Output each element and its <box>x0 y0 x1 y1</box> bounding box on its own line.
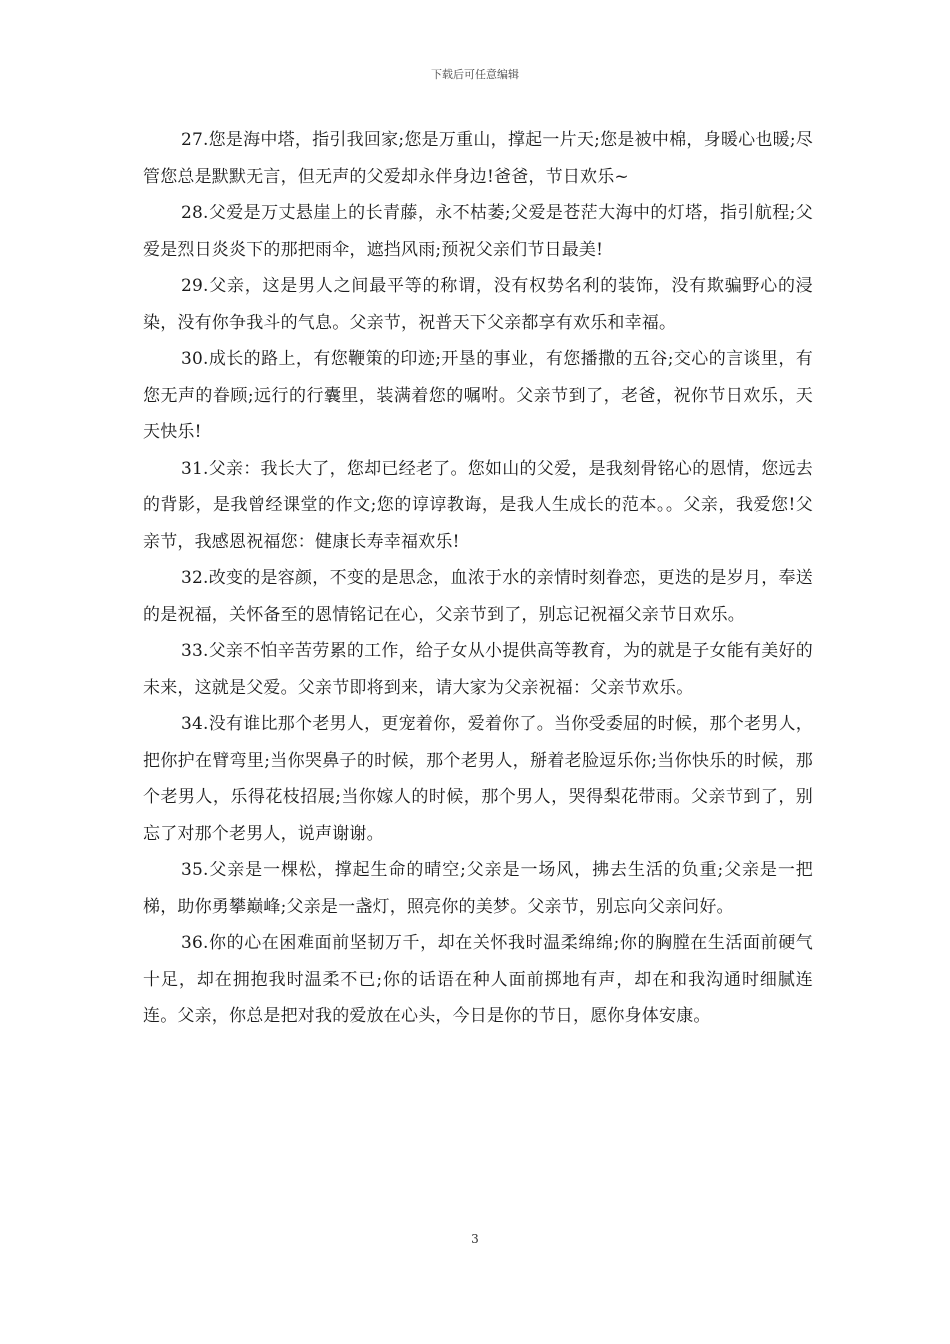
paragraph-34: 34.没有谁比那个老男人，更宠着你，爱着你了。当你受委屈的时候，那个老男人，把你护在臂弯里;当你哭鼻子的时候，那个老男人，掰着老脸逗乐你;当你快乐的时候，那个老男人，乐得花枝招展;当你嫁人的时候，那个男人，哭得梨花带雨。父亲节到了，别忘了对那个老男人，说声谢谢。 <box>143 714 813 844</box>
paragraph-36: 36.你的心在困难面前坚韧万千，却在关怀我时温柔绵绵;你的胸膛在生活面前硬气十足，却在拥抱我时温柔不已;你的话语在种人面前掷地有声，却在和我沟通时细腻连连。父亲，你总是把对我的爱放在心头，今日是你的节日，愿你身体安康。 <box>143 933 813 1026</box>
page-number: 3 <box>471 1232 479 1246</box>
paragraph-30: 30.成长的路上，有您鞭策的印迹;开垦的事业，有您播撒的五谷;交心的言谈里，有您无声的眷顾;远行的行囊里，装满着您的嘱咐。父亲节到了，老爸，祝你节日欢乐，天天快乐! <box>143 349 813 442</box>
paragraph-27: 27.您是海中塔，指引我回家;您是万重山，撑起一片天;您是被中棉，身暖心也暖;尽管您总是默默无言，但无声的父爱却永伴身边!爸爸，节日欢乐~ <box>143 130 813 187</box>
paragraph-33: 33.父亲不怕辛苦劳累的工作，给子女从小提供高等教育，为的就是子女能有美好的未来，这就是父爱。父亲节即将到来，请大家为父亲祝福：父亲节欢乐。 <box>143 641 813 698</box>
paragraph-28: 28.父爱是万丈悬崖上的长青藤，永不枯萎;父爱是苍茫大海中的灯塔，指引航程;父爱是烈日炎炎下的那把雨伞，遮挡风雨;预祝父亲们节日最美! <box>143 203 813 260</box>
document-body <box>143 122 813 1035</box>
page-header: 下载后可任意编辑 <box>431 68 519 81</box>
paragraph-31: 31.父亲：我长大了，您却已经老了。您如山的父爱，是我刻骨铭心的恩情，您远去的背影，是我曾经课堂的作文;您的谆谆教诲，是我人生成长的范本。。父亲，我爱您!父亲节，我感恩祝福您：健康长寿幸福欢乐! <box>143 458 813 552</box>
paragraph-29: 29.父亲，这是男人之间最平等的称谓，没有权势名利的装饰，没有欺骗野心的浸染，没有你争我斗的气息。父亲节，祝普天下父亲都享有欢乐和幸福。 <box>143 276 813 333</box>
paragraph-32: 32.改变的是容颜，不变的是思念，血浓于水的亲情时刻眷恋，更迭的是岁月，奉送的是祝福，关怀备至的恩情铭记在心，父亲节到了，别忘记祝福父亲节日欢乐。 <box>143 568 813 625</box>
paragraph-35: 35.父亲是一棵松，撑起生命的晴空;父亲是一场风，拂去生活的负重;父亲是一把梯，助你勇攀巅峰;父亲是一盏灯，照亮你的美梦。父亲节，别忘向父亲问好。 <box>143 860 813 917</box>
